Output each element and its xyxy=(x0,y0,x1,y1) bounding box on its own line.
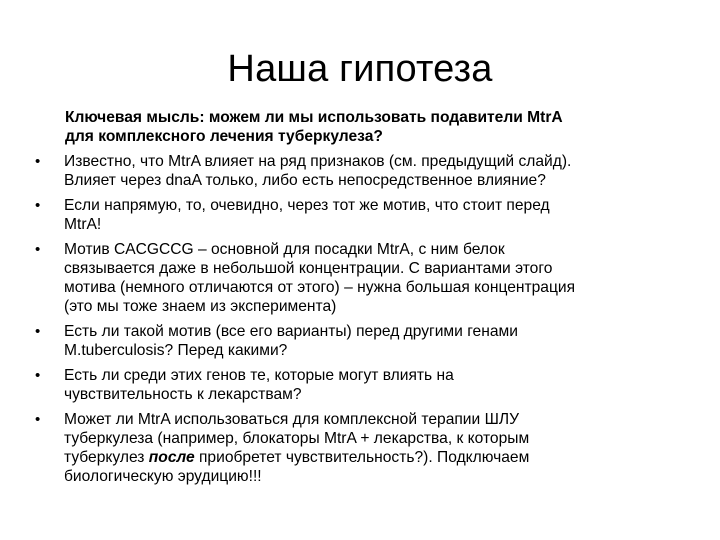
bullet-5-line-2: чувствительность к лекарствам? xyxy=(64,386,302,403)
bullet-3-line-1: Мотив CACGCCG – основной для посадки MtrA, с ним белок xyxy=(64,241,505,258)
bullet-1-line-2: Влияет через dnaA только, либо есть непосредственное влияние? xyxy=(64,172,546,189)
bullet-marker: • xyxy=(35,241,41,258)
key-question xyxy=(35,108,695,146)
bullet-marker: • xyxy=(35,411,41,428)
bullet-marker: • xyxy=(35,323,41,340)
bullet-item-2 xyxy=(35,196,695,234)
bullet-6-line-3-end: приобретет чувствительность?). Подключаем xyxy=(194,449,530,466)
bullet-item-3 xyxy=(35,240,695,316)
bullet-4-line-1: Есть ли такой мотив (все его варианты) перед другими генами xyxy=(64,323,518,340)
bullet-6-line-3 xyxy=(64,448,695,467)
bullet-6-line-3-start: туберкулез xyxy=(64,449,149,466)
bullet-5-line-1: Есть ли среди этих генов те, которые могут влиять на xyxy=(64,367,454,384)
key-question-line-2: для комплексного лечения туберкулеза? xyxy=(65,128,383,145)
bullet-3-line-4: (это мы тоже знаем из эксперимента) xyxy=(64,298,337,315)
bullet-2-line-2: MtrA! xyxy=(64,216,102,233)
bullet-marker: • xyxy=(35,197,41,214)
bullet-list xyxy=(35,152,695,486)
bullet-item-1 xyxy=(35,152,695,190)
bullet-3-line-3: мотива (немного отличаются от этого) – нужна большая концентрация xyxy=(64,279,576,296)
bullet-item-4 xyxy=(35,322,695,360)
bullet-item-5 xyxy=(35,366,695,404)
bullet-2-line-1: Если напрямую, то, очевидно, через тот же мотив, что стоит перед xyxy=(64,197,550,214)
bullet-marker: • xyxy=(35,153,41,170)
key-question-line-1: Ключевая мысль: можем ли мы использовать подавители MtrA xyxy=(65,109,563,126)
bullet-marker: • xyxy=(35,367,41,384)
slide-content xyxy=(35,108,695,492)
bullet-1-line-1: Известно, что MtrA влияет на ряд признаков (см. предыдущий слайд). xyxy=(64,153,572,170)
bullet-6-line-2: туберкулеза (например, блокаторы MtrA + лекарства, к которым xyxy=(64,430,530,447)
slide-title: Наша гипотеза xyxy=(227,48,493,90)
bullet-6-line-4: биологическую эрудицию!!! xyxy=(64,468,262,485)
emphasis-after: после xyxy=(148,449,195,466)
bullet-item-6 xyxy=(35,410,695,486)
bullet-3-line-2: связывается даже в небольшой концентрации. С вариантами этого xyxy=(64,260,553,277)
bullet-6-line-1: Может ли MtrA использоваться для комплексной терапии ШЛУ xyxy=(64,411,519,428)
bullet-4-line-2: M.tuberculosis? Перед какими? xyxy=(64,342,288,359)
